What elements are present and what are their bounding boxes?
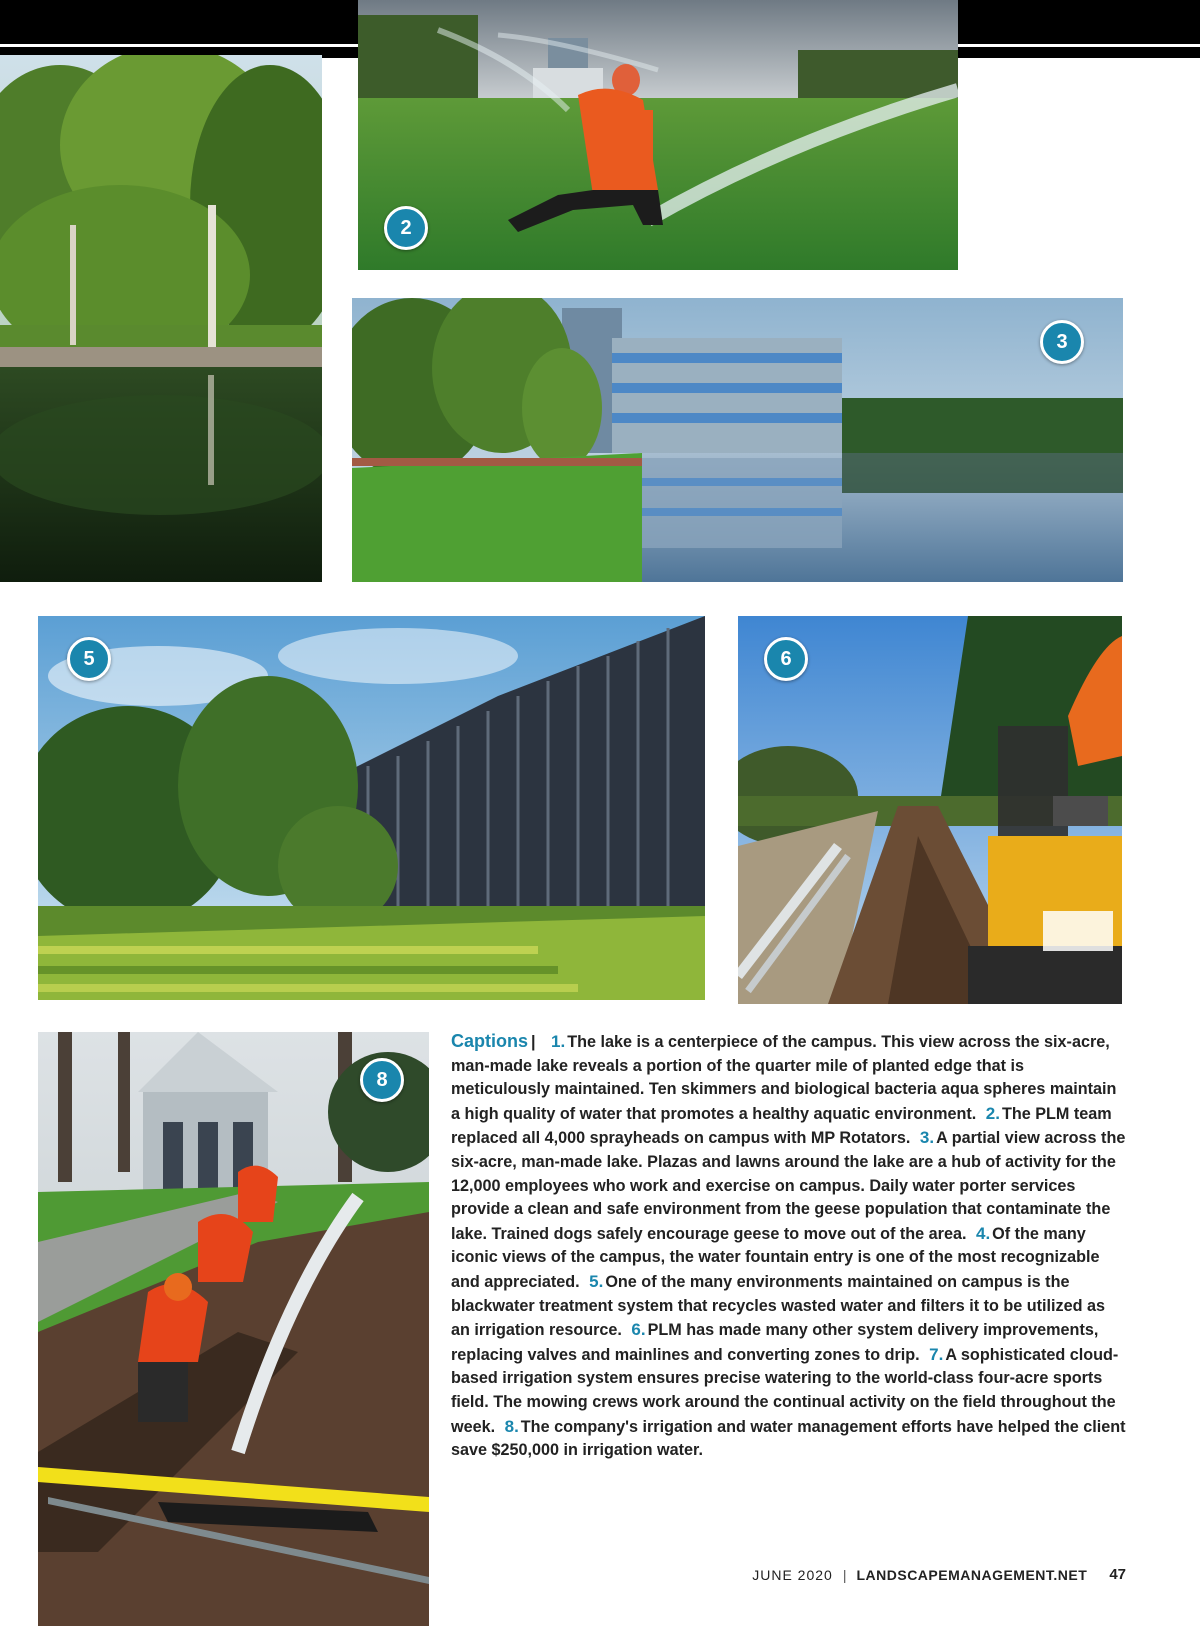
captions-block [451,1030,1126,1463]
caption-number: 7. [929,1344,944,1364]
caption-text: The PLM team replaced all 4,000 sprayheads on campus with MP Rotators. [451,1104,1112,1148]
header-stripe-left [0,0,360,58]
photo-number-badge-3: 3 [1040,320,1084,364]
caption-text: A partial view across the six-acre, man-made lake. Plazas and lawns around the lake are a hub of activity for the 12,000 employees who work and exercise on campus. Daily water porter services provide a clean and safe environment from the geese population that contaminate the lake. Trained dogs safely encourage geese to move out of the area. [451,1129,1126,1243]
captions-heading: Captions [451,1031,529,1051]
header-stripe-right [956,0,1200,58]
photo-trench-excavator [738,616,1122,1004]
photo-lake-trees [0,55,322,582]
caption-number: 2. [985,1103,1000,1123]
caption-text: The company's irrigation and water management efforts have helped the client save $250,000 in irrigation water. [451,1417,1126,1460]
page-number: 47 [1109,1566,1126,1583]
page-footer [730,1566,1126,1583]
photo-worker-sprinkler [358,0,958,270]
caption-number: 5. [589,1271,604,1291]
photo-number-badge-6: 6 [764,637,808,681]
caption-text: The lake is a centerpiece of the campus. This view across the six-acre, man-made lake reveals a portion of the quarter mile of planted edge that is meticulously maintained. Ten skimmers and biological bacteria aqua spheres maintain a high quality of water that promotes a healthy aquatic environment. [451,1033,1117,1123]
website-link[interactable]: LANDSCAPEMANAGEMENT.NET [856,1566,1088,1583]
issue-date: JUNE 2020 [752,1566,833,1583]
caption-number: 6. [631,1320,646,1340]
photo-number-badge-2: 2 [384,206,428,250]
caption-text: Of the many iconic views of the campus, the water fountain entry is one of the most recognizable and appreciated. [451,1224,1100,1291]
photo-blackwater-building [38,616,705,1000]
caption-number: 3. [919,1128,935,1148]
caption-text: One of the many environments maintained on campus is the blackwater treatment system that recycles wasted water and filters it to be utilized as an irrigation resource. [451,1272,1106,1340]
caption-number: 4. [975,1223,991,1243]
captions-separator: | [531,1033,536,1051]
footer-separator: | [842,1566,847,1583]
caption-text: A sophisticated cloud-based irrigation system ensures precise watering to the world-class four-acre sports field. The mowing crews work around the continual activity on the field throughout the week. [451,1345,1119,1436]
caption-text: PLM has made many other system delivery improvements, replacing valves and mainlines and converting zones to drip. [451,1321,1099,1364]
photo-building-lake [352,298,1123,582]
caption-number: 8. [504,1416,519,1436]
caption-number: 1. [551,1032,566,1051]
photo-number-badge-8: 8 [360,1058,404,1102]
photo-number-badge-5: 5 [67,637,111,681]
photo-crew-pipe-install [38,1032,429,1626]
